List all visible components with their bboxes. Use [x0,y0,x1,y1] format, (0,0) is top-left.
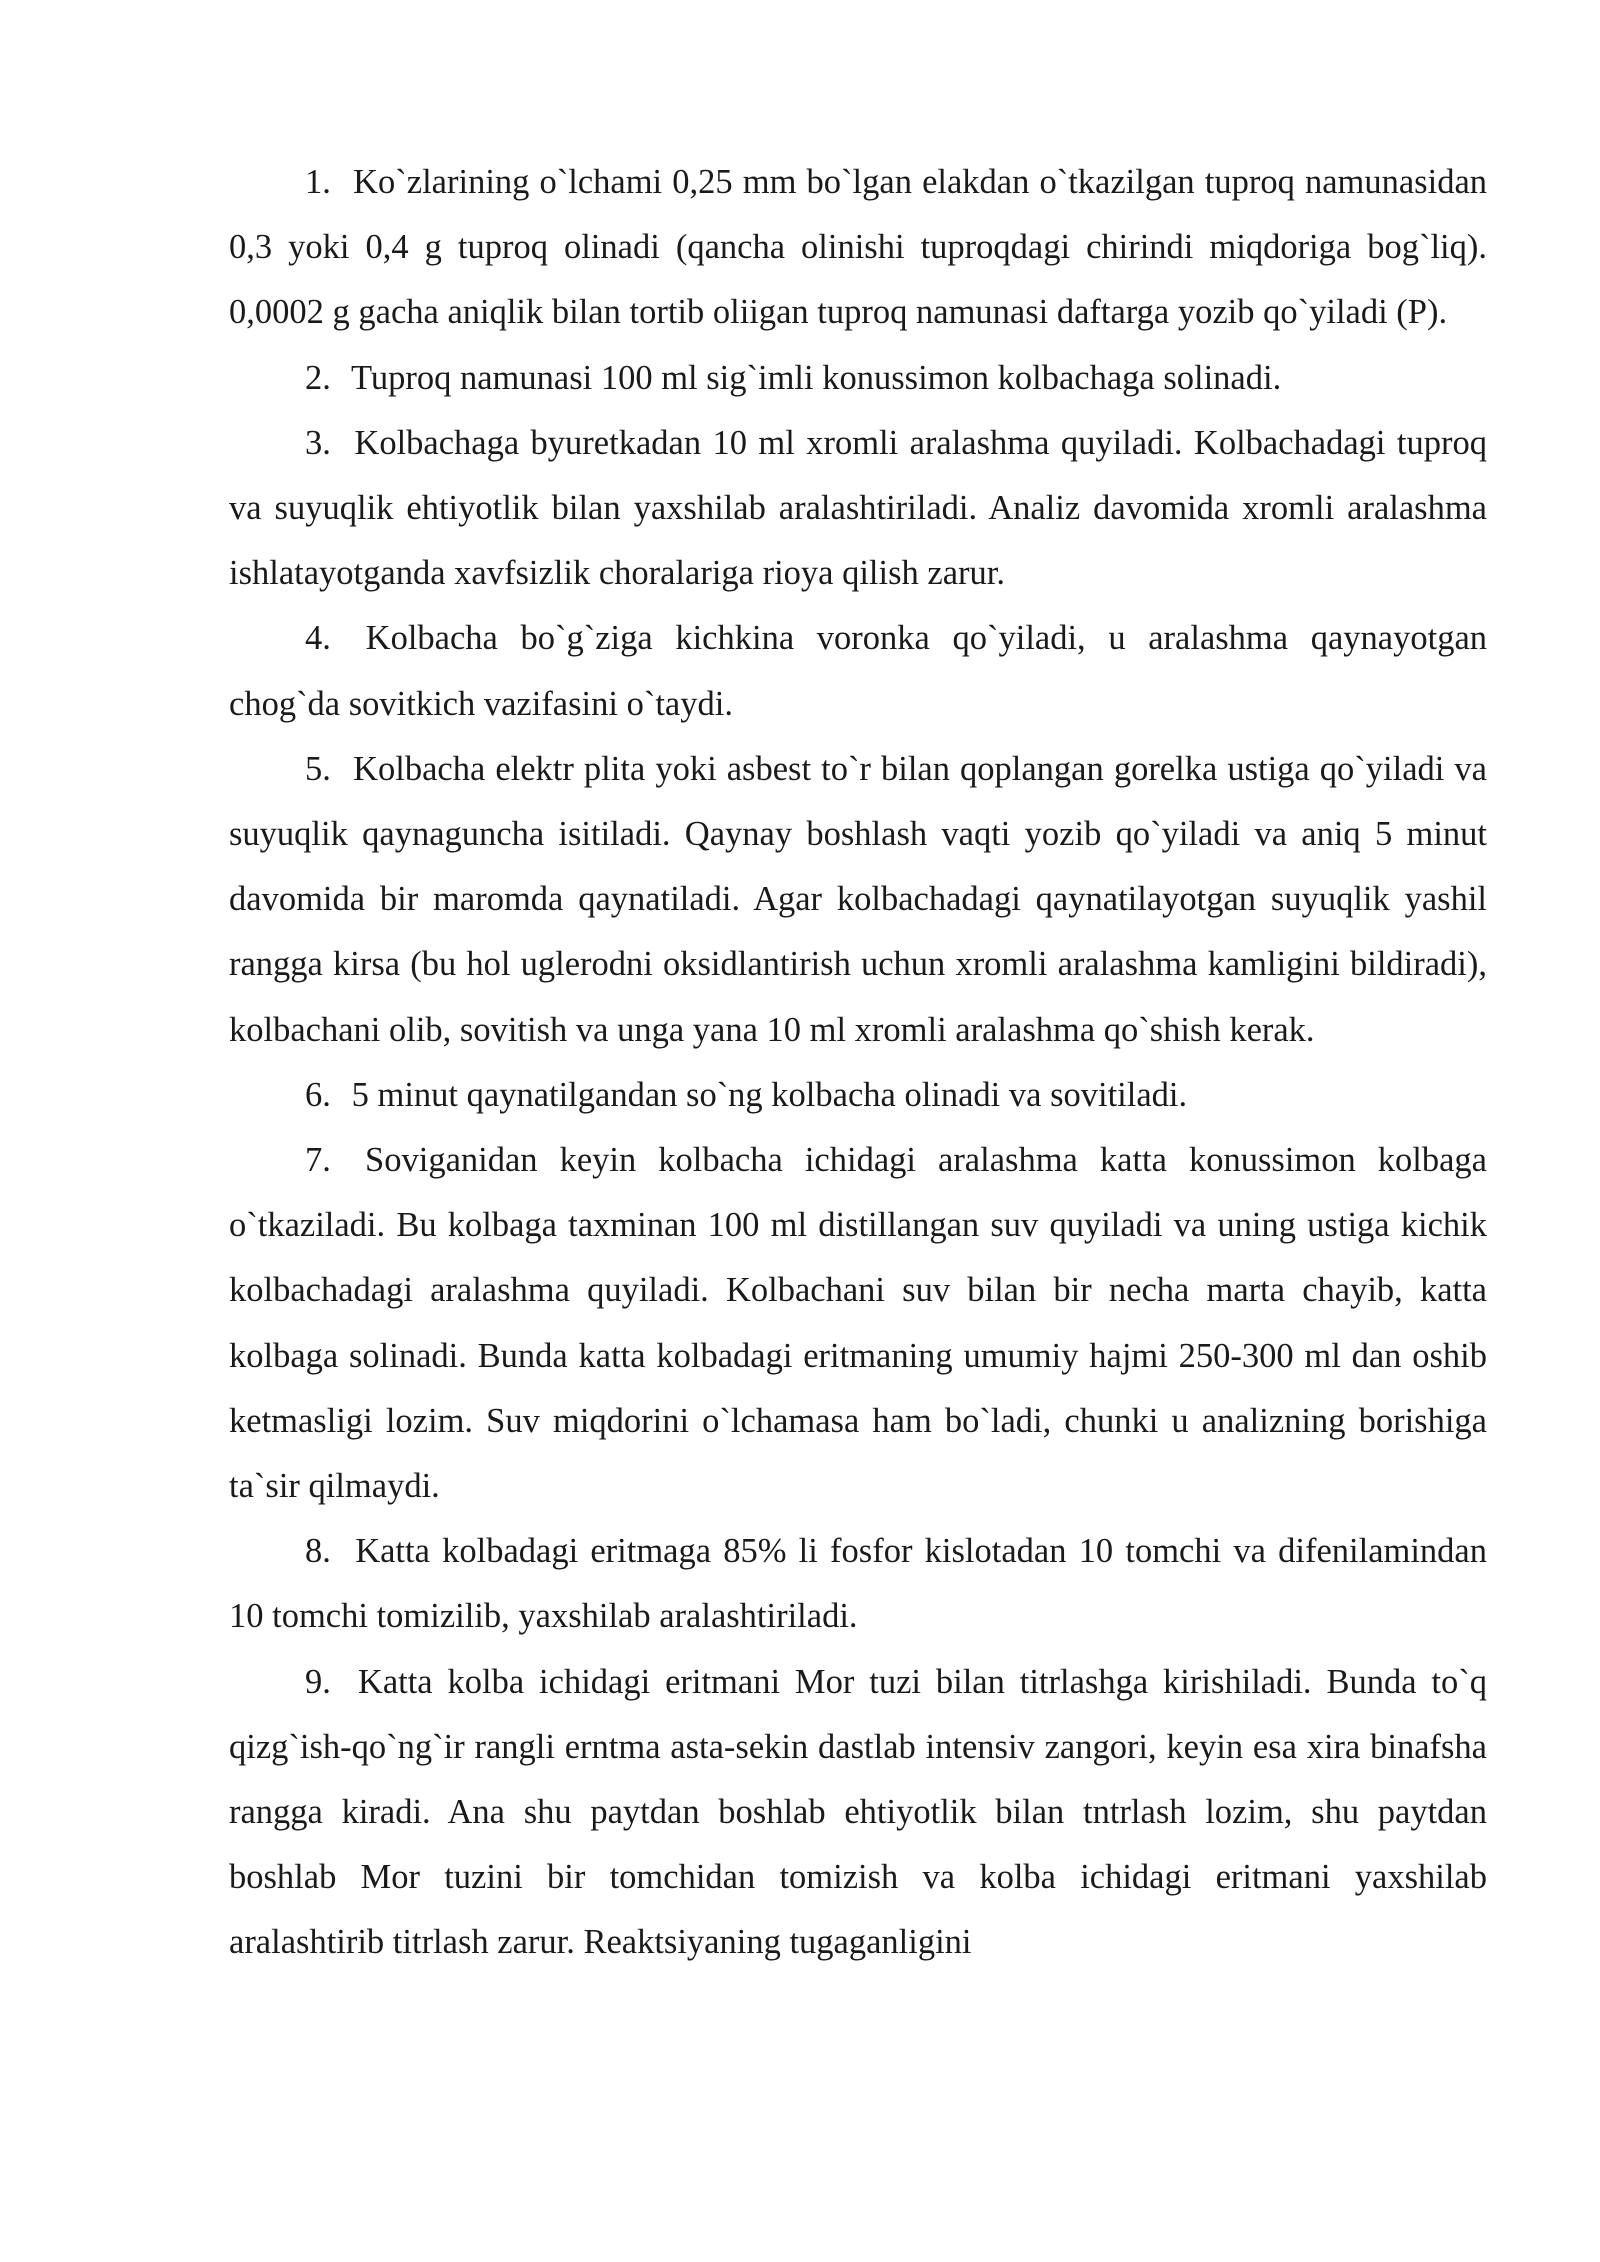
item-number: 5. [305,749,331,788]
list-item-5 [229,737,1487,1063]
list-item-3 [229,411,1487,607]
list-item-4 [229,606,1487,736]
item-text: Kolbacha bo`g`ziga kichkina voronka qo`yiladi, u aralashma qaynayotgan chog`da sovitkich vazifasini o`taydi. [229,619,1488,723]
item-number: 8. [305,1532,331,1571]
item-text: Katta kolba ichidagi eritmani Mor tuzi bilan titrlashga kirishiladi. Bunda to`q qizg`ish-qo`ng`ir rangli erntma asta-sekin dastlab intensiv zangori, keyin esa xira binafsha rangga kiradi. Ana shu paytdan boshlab ehtiyotlik bilan tntrlash lozim, shu paytdan boshlab Mor tuzini bir tomchidan tomizish va kolba ichidagi eritmani yaxshilab aralashtirib titrlash zarur. Reaktsiyaning tugaganligini [229,1662,1488,1962]
item-text: Kolbacha elektr plita yoki asbest to`r bilan qoplangan gorelka ustiga qo`yiladi va suyuqlik qaynaguncha isitiladi. Qaynay boshlash vaqti yozib qo`yiladi va aniq 5 minut davomida bir maromda qaynatiladi. Agar kolbachadagi qaynatilayotgan suyuqlik yashil rangga kirsa (bu hol uglerodni oksidlantirish uchun xromli aralashma kamligini bildiradi), kolbachani olib, sovitish va unga yana 10 ml xromli aralashma qo`shish kerak. [229,749,1487,1049]
list-item-8 [229,1519,1487,1649]
list-item-9 [229,1650,1487,1976]
item-number: 1. [305,163,331,201]
item-number: 6. [305,1075,331,1114]
item-text: Tuproq namunasi 100 ml sig`imli konussimon kolbachaga solinadi. [351,358,1282,397]
item-text: Katta kolbadagi eritmaga 85% li fosfor kislotadan 10 tomchi va difenilamindan 10 tomchi tomizilib, yaxshilab aralashtiriladi. [229,1532,1487,1636]
list-item-6 [229,1063,1487,1128]
list-item-7 [229,1128,1487,1519]
item-number: 3. [305,423,331,462]
item-text: Ko`zlarining o`lchami 0,25 mm bo`lgan elakdan o`tkazilgan tuproq namunasidan 0,3 yoki 0,4 g tuproq olinadi (qancha olinishi tuproqdagi chirindi miqdoriga bog`liq). 0,0002 g gacha aniqlik bilan tortib oliigan tuproq namunasi daftarga yozib qo`yiladi (P). [229,163,1488,332]
item-text: Kolbachaga byuretkadan 10 ml xromli aralashma quyiladi. Kolbachadagi tuproq va suyuqlik ehtiyotlik bilan yaxshilab aralashtiriladi. Analiz davomida xromli aralashma ishlatayotganda xavfsizlik choralariga rioya qilish zarur. [229,423,1487,593]
item-text: Soviganidan keyin kolbacha ichidagi aralashma katta konussimon kolbaga o`tkaziladi. Bu kolbaga taxminan 100 ml distillangan suv quyiladi va uning ustiga kichik kolbachadagi aralashma quyiladi. Kolbachani suv bilan bir necha marta chayib, katta kolbaga solinadi. Bunda katta kolbadagi eritmaning umumiy hajmi 250-300 ml dan oshib ketmasligi lozim. Suv miqdorini o`lchamasa ham bo`ladi, chunki u analizning borishiga ta`sir qilmaydi. [229,1141,1487,1506]
item-number: 4. [305,619,331,658]
item-number: 7. [305,1141,331,1180]
list-item-2 [229,346,1487,411]
item-number: 9. [305,1662,331,1701]
list-item-1 [229,150,1487,346]
document-page [229,150,1487,1976]
item-number: 2. [305,358,331,397]
item-text: 5 minut qaynatilgandan so`ng kolbacha olinadi va sovitiladi. [351,1075,1188,1114]
